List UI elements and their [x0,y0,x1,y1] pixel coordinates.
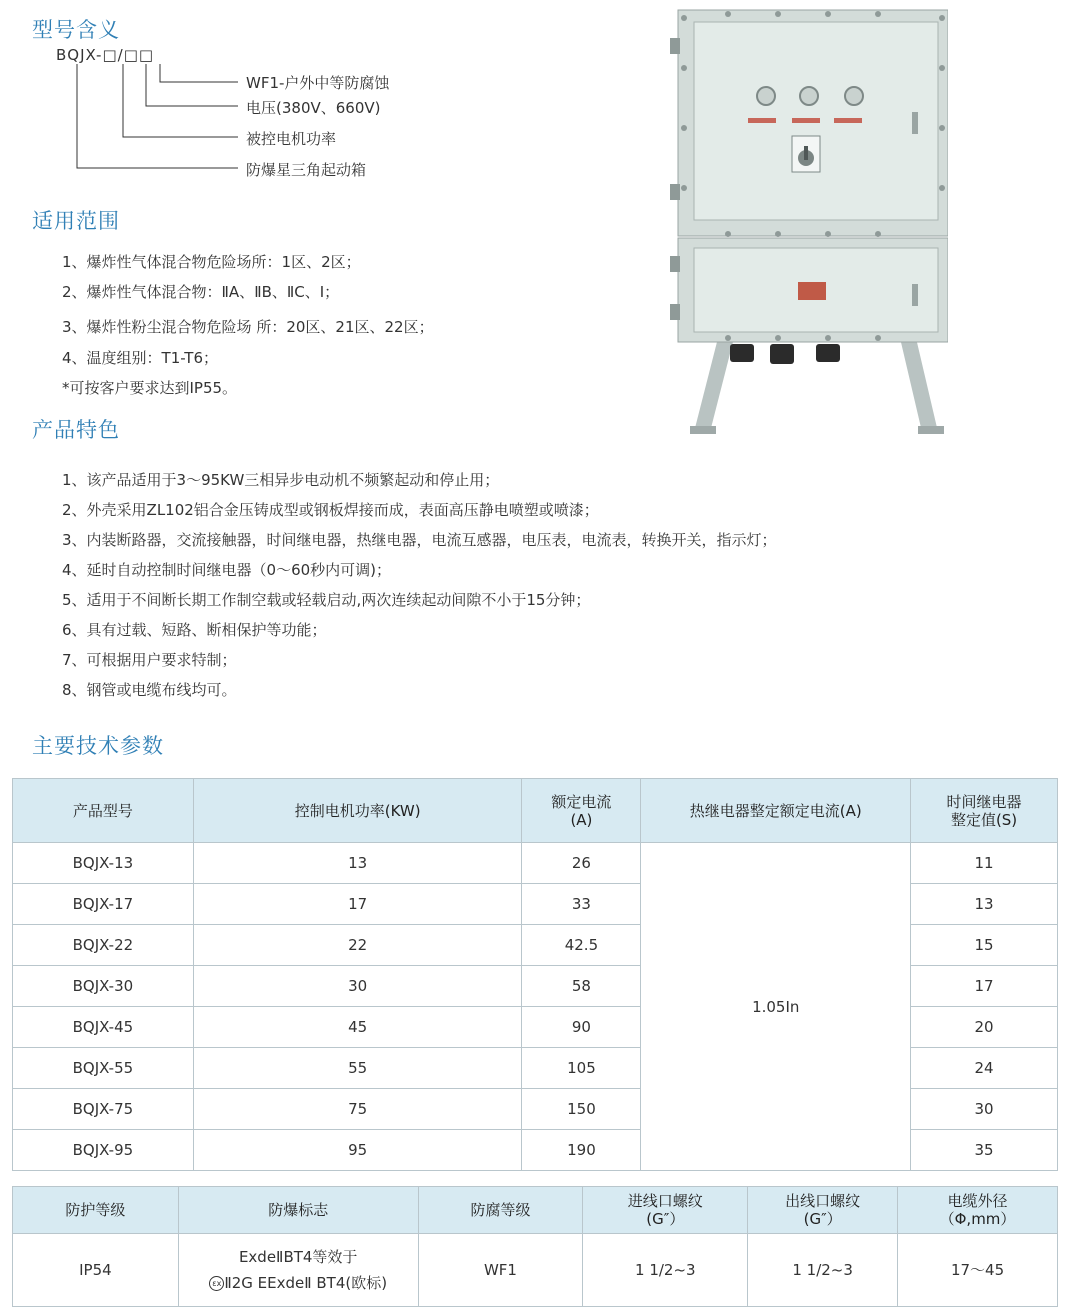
ex-symbol-icon: εx [209,1276,224,1291]
cell-current: 190 [522,1130,641,1171]
cell-model: BQJX-95 [13,1130,194,1171]
cell-current: 26 [522,843,641,884]
cell-current: 58 [522,966,641,1007]
cell-explosion-mark: ExdeⅡBT4等效于 εx Ⅱ2G EExdeⅡ BT4(欧标) [178,1234,418,1307]
feature-item: 4、延时自动控制时间继电器（0～60秒内可调)； [62,561,392,579]
cell-model: BQJX-55 [13,1048,194,1089]
cell-time: 24 [911,1048,1058,1089]
cell-current: 33 [522,884,641,925]
params-table [12,778,1058,1171]
cell-current: 150 [522,1089,641,1130]
protection-table-header [13,1187,1058,1234]
col-header-time-relay: 时间继电器 整定值(S) [911,779,1058,843]
col-header-protection-level: 防护等级 [13,1187,179,1234]
cell-current: 105 [522,1048,641,1089]
cell-power: 13 [193,843,522,884]
scope-heading: 适用范围 [32,209,120,233]
cell-power: 95 [193,1130,522,1171]
features-heading: 产品特色 [32,418,120,442]
col-header-cable-diameter: 电缆外径 （Φ,mm） [898,1187,1058,1234]
feature-item: 8、钢管或电缆布线均可。 [62,681,237,699]
model-meaning-heading: 型号含义 [32,18,120,42]
scope-item: 3、爆炸性粉尘混合物危险场 所：20区、21区、22区； [62,318,434,336]
scope-note: *可按客户要求达到IP55。 [62,379,238,397]
cell-time: 17 [911,966,1058,1007]
col-header-thermal-relay: 热继电器整定额定电流(A) [641,779,911,843]
cell-current: 42.5 [522,925,641,966]
cell-time: 13 [911,884,1058,925]
cell-power: 30 [193,966,522,1007]
col-header-rated-current: 额定电流 (A) [522,779,641,843]
cell-outlet-thread: 1 1/2~3 [748,1234,898,1307]
cell-time: 11 [911,843,1058,884]
cell-cable-diameter: 17～45 [898,1234,1058,1307]
cell-model: BQJX-13 [13,843,194,884]
cell-inlet-thread: 1 1/2~3 [583,1234,748,1307]
callout-voltage: 电压(380V、660V) [246,99,381,117]
table-row [13,843,1058,884]
col-header-outlet-thread: 出线口螺纹 (G″） [748,1187,898,1234]
model-code: BQJX-□/□□ [56,46,155,64]
cell-power: 17 [193,884,522,925]
cell-model: BQJX-30 [13,966,194,1007]
scope-item: 4、温度组别：T1-T6； [62,349,218,367]
cell-power: 75 [193,1089,522,1130]
callout-anticorrosion: WF1-户外中等防腐蚀 [246,74,390,92]
feature-item: 3、内装断路器，交流接触器，时间继电器，热继电器，电流互感器，电压表，电流表，转换开关，指示灯； [62,531,777,549]
protection-table [12,1186,1058,1307]
cell-model: BQJX-17 [13,884,194,925]
cell-time: 35 [911,1130,1058,1171]
col-header-explosion-mark: 防爆标志 [178,1187,418,1234]
scope-item: 1、爆炸性气体混合物危险场所：1区、2区； [62,253,361,271]
scope-item: 2、爆炸性气体混合物：ⅡA、ⅡB、ⅡC、Ⅰ； [62,283,340,301]
col-header-model: 产品型号 [13,779,194,843]
callout-starter-box: 防爆星三角起动箱 [246,161,367,179]
cell-time: 30 [911,1089,1058,1130]
feature-item: 7、可根据用户要求特制； [62,651,237,669]
cell-model: BQJX-22 [13,925,194,966]
cell-current: 90 [522,1007,641,1048]
col-header-anticorrosion: 防腐等级 [418,1187,583,1234]
cell-time: 20 [911,1007,1058,1048]
feature-item: 6、具有过载、短路、断相保护等功能； [62,621,327,639]
table-row [13,1234,1058,1307]
cell-anticorrosion: WF1 [418,1234,583,1307]
cell-time: 15 [911,925,1058,966]
cell-thermal-relay-merged: 1.05In [641,843,911,1171]
cell-model: BQJX-75 [13,1089,194,1130]
cell-protection-level: IP54 [13,1234,179,1307]
cell-power: 45 [193,1007,522,1048]
col-header-inlet-thread: 进线口螺纹 (G″） [583,1187,748,1234]
cell-power: 22 [193,925,522,966]
cell-model: BQJX-45 [13,1007,194,1048]
col-header-power: 控制电机功率(KW) [193,779,522,843]
params-table-header [13,779,1058,843]
callout-motor-power: 被控电机功率 [246,130,337,148]
feature-item: 1、该产品适用于3～95KW三相异步电动机不频繁起动和停止用； [62,471,500,489]
cell-power: 55 [193,1048,522,1089]
feature-item: 2、外壳采用ZL102铝合金压铸成型或钢板焊接而成，表面高压静电喷塑或喷漆； [62,501,599,519]
feature-item: 5、适用于不间断长期工作制空载或轻载启动,两次连续起动间隙不小于15分钟； [62,591,591,609]
product-cabinet-image [668,8,948,438]
params-heading: 主要技术参数 [32,734,164,758]
